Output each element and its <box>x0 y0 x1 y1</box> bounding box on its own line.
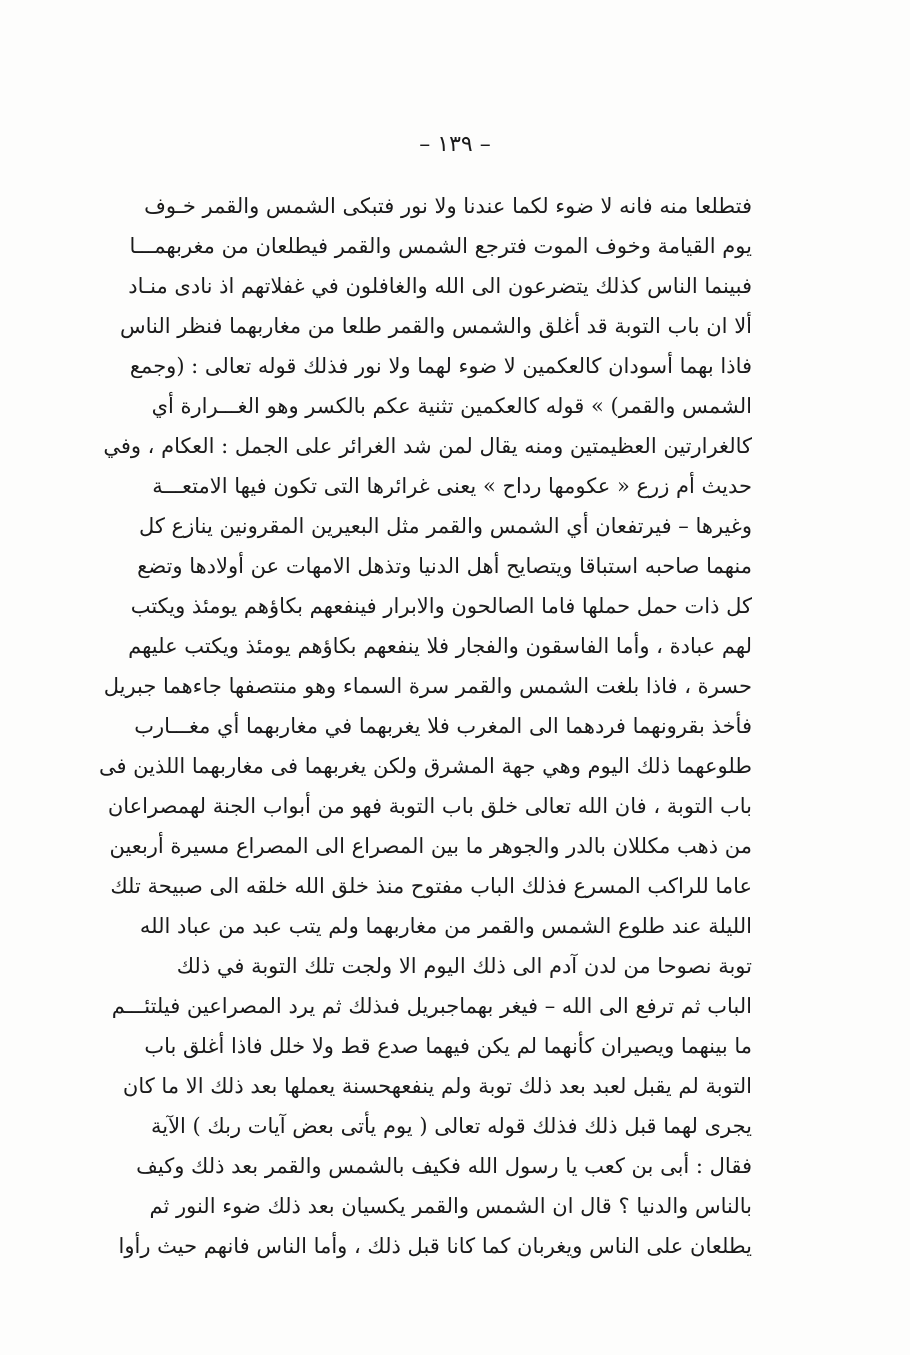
text-line: بالناس والدنيا ؟ قال ان الشمس والقمر يكسيان بعد ذلك ضوء النور ثم <box>149 1194 752 1218</box>
text-line: الليلة عند طلوع الشمس والقمر من مغاربهما ولم يتب عبد من عباد الله <box>139 914 752 938</box>
text-line: فقال : أبى بن كعب يا رسول الله فكيف بالشمس والقمر بعد ذلك وكيف <box>136 1154 752 1178</box>
text-line: الباب ثم ترفع الى الله – فيغر بهماجبريل فىذلك ثم يرد المصراعين فيلتئـــم <box>111 994 752 1018</box>
body-text <box>98 186 752 1266</box>
text-line: فبينما الناس كذلك يتضرعون الى الله والغافلون في غفلاتهم اذ نادى منـاد <box>128 274 752 298</box>
text-line: من ذهب مكللان بالدر والجوهر ما بين المصراع الى المصراع مسيرة أربعين <box>109 834 752 858</box>
text-line: الشمس والقمر) » قوله كالعكمين تثنية عكم بالكسر وهو الغـــرارة أي <box>151 394 752 418</box>
text-line: باب التوبة ، فان الله تعالى خلق باب التوبة فهو من أبواب الجنة لهمصراعان <box>107 794 752 818</box>
text-line: وغيرها – فيرتفعان أي الشمس والقمر مثل البعيرين المقرونين ينازع كل <box>138 514 752 538</box>
text-line: كالغرارتين العظيمتين ومنه يقال لمن شد الغرائر على الجمل : العكام ، وفي <box>103 434 752 458</box>
text-line: حسرة ، فاذا بلغت الشمس والقمر سرة السماء وهو منتصفها جاءهما جبريل <box>103 674 752 698</box>
text-line: ألا ان باب التوبة قد أغلق والشمس والقمر طلعا من مغاربهما فنظر الناس <box>120 314 752 338</box>
text-line: فاذا بهما أسودان كالعكمين لا ضوء لهما ولا نور فذلك قوله تعالى : (وجمع <box>129 354 752 378</box>
text-line: توبة نصوحا من لدن آدم الى ذلك اليوم الا ولجت تلك التوبة في ذلك <box>176 954 752 978</box>
text-line: يجرى لهما قبل ذلك فذلك قوله تعالى ( يوم يأتى بعض آيات ربك ) الآية <box>150 1114 752 1138</box>
text-line: لهم عبادة ، وأما الفاسقون والفجار فلا ينفعهم بكاؤهم يومئذ ويكتب عليهم <box>128 634 752 658</box>
text-line: طلوعهما ذلك اليوم وهي جهة المشرق ولكن يغربهما فى مغاربهما اللذين فى <box>98 754 752 778</box>
text-line: التوبة لم يقبل لعبد بعد ذلك توبة ولم ينفعهحسنة يعملها بعد ذلك الا ما كان <box>122 1074 752 1098</box>
text-line: يطلعان على الناس ويغربان كما كانا قبل ذلك ، وأما الناس فانهم حيث رأوا <box>118 1234 752 1258</box>
text-line: ما بينهما ويصيران كأنهما لم يكن فيهما صدع قط ولا خلل فاذا أغلق باب <box>144 1034 752 1058</box>
text-line: فأخذ بقرونهما فردهما الى المغرب فلا يغربهما في مغاربهما أي مغـــارب <box>134 714 752 738</box>
text-line: كل ذات حمل حملها فاما الصالحون والابرار فينفعهم بكاؤهم يومئذ ويكتب <box>130 594 752 618</box>
text-line: حديث أم زرع « عكومها رداح » يعنى غرائرها التى تكون فيها الامتعـــة <box>152 474 752 498</box>
text-line: فتطلعا منه فانه لا ضوء لكما عندنا ولا نور فتبكى الشمس والقمر خـوف <box>144 194 752 218</box>
text-line: عاما للراكب المسرع فذلك الباب مفتوح منذ خلق الله خلقه الى صبيحة تلك <box>110 874 752 898</box>
text-line: يوم القيامة وخوف الموت فترجع الشمس والقمر فيطلعان من مغربهمـــا <box>129 234 752 258</box>
text-line: منهما صاحبه استباقا ويتصايح أهل الدنيا وتذهل الامهات عن أولادها وتضع <box>137 554 752 578</box>
page-number: – ١٣٩ – <box>419 132 491 157</box>
